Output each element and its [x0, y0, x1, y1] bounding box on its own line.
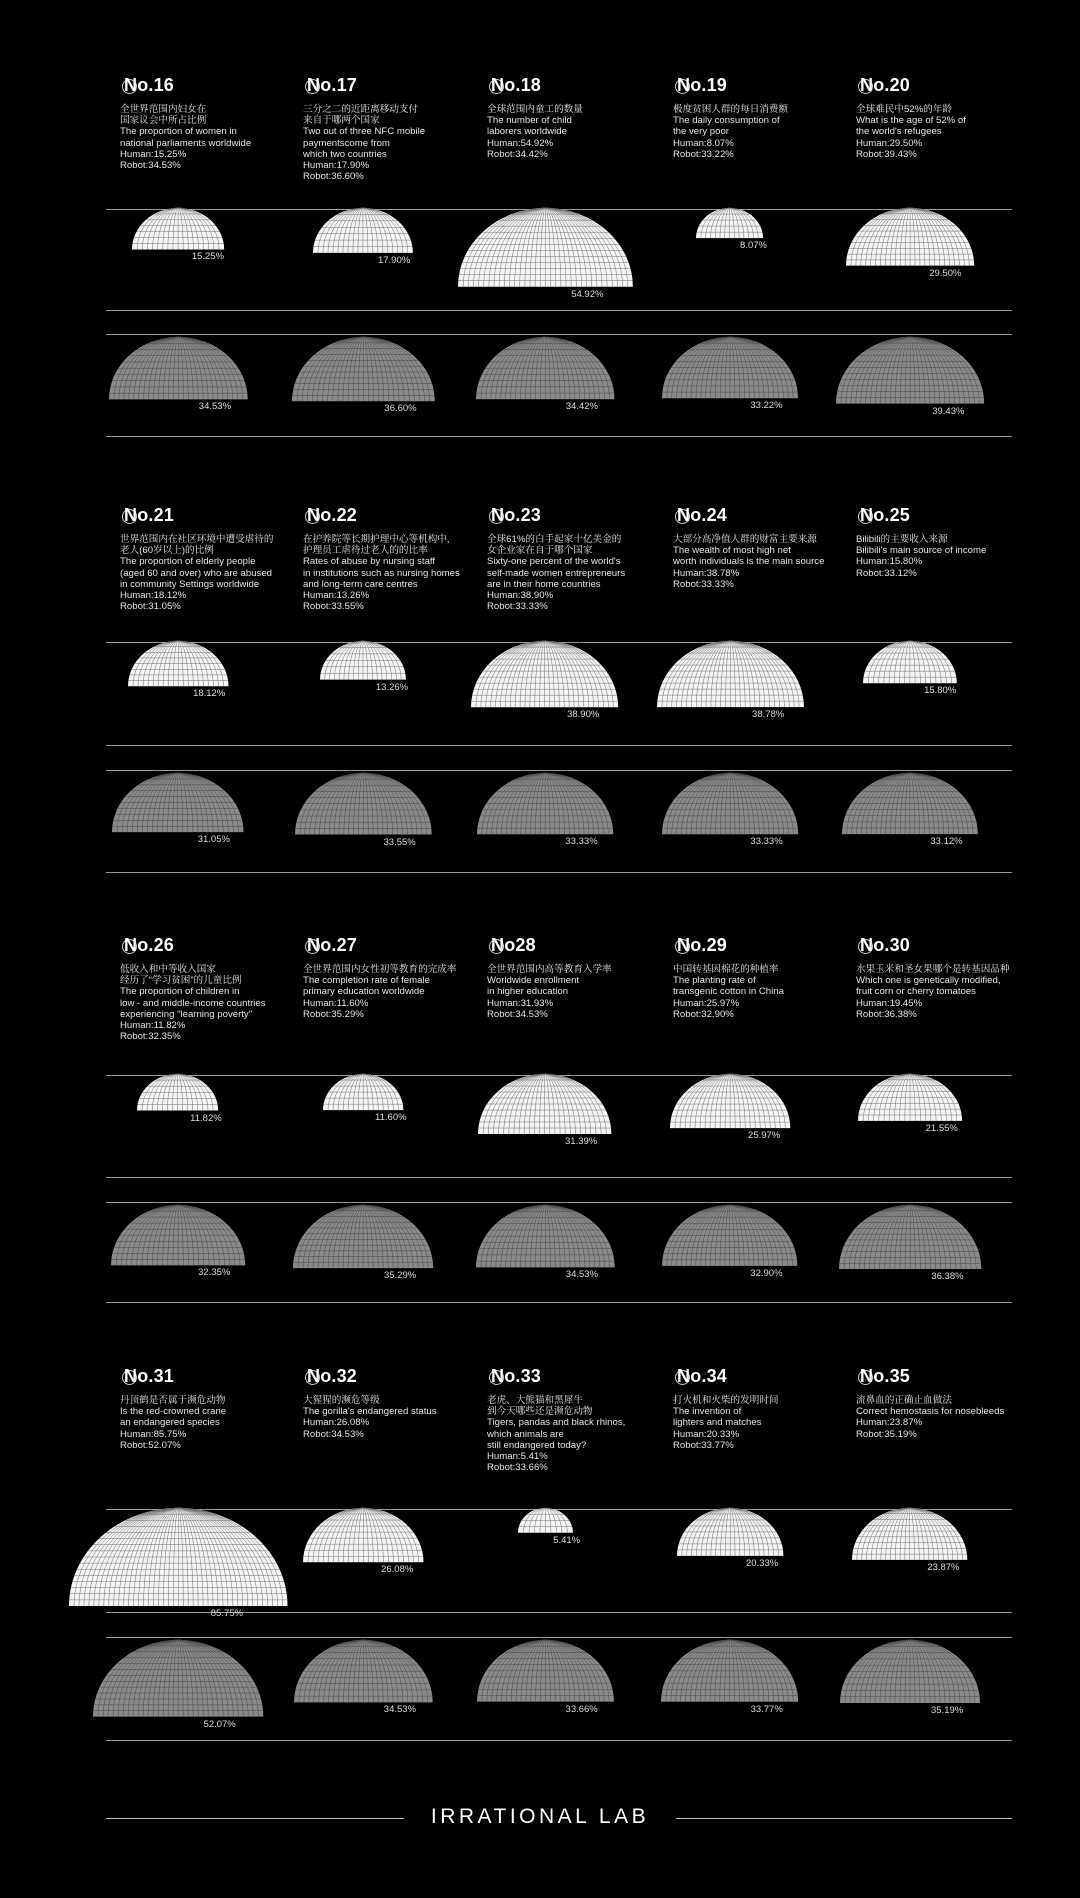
question-number: No.30 — [860, 935, 911, 955]
robot-value-label: 31.05% — [197, 834, 230, 846]
description-line: The proportion of children in — [120, 986, 240, 998]
question-number: No.31 — [124, 1366, 175, 1386]
description-line: Robot:33.12% — [856, 567, 917, 579]
description-line: Robot:34.53% — [120, 160, 181, 172]
description-line: Robot:32.35% — [120, 1031, 181, 1043]
question-number: No.19 — [677, 75, 728, 95]
description-line: Robot:32.90% — [673, 1008, 734, 1020]
human-value-label: 85.75% — [210, 1608, 243, 1619]
question-header — [303, 75, 473, 101]
question-number: No.23 — [491, 505, 542, 525]
description-line: 老人(60岁以上)的比例 — [120, 545, 214, 557]
robot-dome — [660, 336, 800, 401]
question-number: No.26 — [124, 935, 175, 955]
robot-dome — [838, 1639, 982, 1706]
description-line: 经历了“学习贫困”的儿童比例 — [120, 975, 242, 987]
human-value-label: 11.60% — [375, 1112, 407, 1124]
question-description — [673, 534, 843, 590]
description-line: The completion rate of female — [303, 975, 430, 987]
description-line: 三分之二的近距离移动支付 — [303, 104, 419, 115]
question-header — [487, 75, 657, 101]
description-line: Correct hemostasis for nosebleeds — [856, 1406, 1005, 1418]
human-dome — [668, 1073, 792, 1131]
human-dome — [476, 1073, 613, 1137]
human-dome — [67, 1507, 290, 1609]
question-number: No.20 — [860, 75, 911, 95]
description-line: in institutions such as nursing homes — [303, 567, 460, 579]
question-no19 — [673, 75, 843, 160]
description-line: Human:54.92% — [487, 137, 554, 149]
description-line: national parliaments worldwide — [120, 137, 252, 149]
question-header — [303, 1366, 473, 1392]
question-number: No.22 — [307, 505, 358, 525]
description-line: Two out of three NFC mobile — [303, 126, 426, 138]
description-line: and long-term care centres — [303, 578, 418, 590]
human-dome — [861, 640, 959, 686]
description-line: Human:15.80% — [856, 556, 923, 568]
question-header — [120, 935, 290, 961]
description-line: 流鼻血的正确止血做法 — [856, 1395, 952, 1406]
description-line: the very poor — [673, 126, 729, 138]
robot-dome — [837, 1204, 983, 1272]
description-line: transgenic cotton in China — [673, 986, 784, 998]
description-line: Human:5.41% — [487, 1451, 548, 1463]
human-value-label: 5.41% — [553, 1534, 581, 1546]
description-line: experiencing "learning poverty" — [120, 1008, 253, 1020]
description-line: Robot:33.33% — [673, 578, 734, 590]
robot-dome — [290, 336, 437, 404]
human-value-label: 23.87% — [927, 1561, 960, 1573]
description-line: Human:20.33% — [673, 1428, 740, 1440]
question-description — [856, 1395, 1026, 1440]
human-dome — [456, 207, 635, 290]
question-header — [487, 505, 657, 531]
description-line: 国家议会中所占比例 — [120, 115, 207, 127]
human-dome — [655, 640, 806, 710]
description-line: 世界范围内在社区环境中遭受虐待的 — [120, 534, 274, 545]
robot-value-label: 33.55% — [383, 836, 416, 848]
description-line: The gorilla's endangered status — [303, 1406, 437, 1418]
description-line: Human:25.97% — [673, 997, 740, 1009]
row-divider — [106, 1302, 1012, 1303]
human-dome — [694, 207, 765, 241]
description-line: Bilibili's main source of income — [856, 545, 987, 557]
robot-dome — [110, 772, 246, 835]
description-line: Is the red-crowned crane — [120, 1406, 227, 1418]
description-line: paymentscome from — [303, 137, 390, 149]
question-description — [856, 964, 1026, 1020]
question-number: No.35 — [860, 1366, 911, 1386]
robot-value-label: 35.29% — [384, 1270, 417, 1282]
description-line: The invention of — [673, 1406, 742, 1418]
robot-value-label: 34.42% — [565, 401, 598, 413]
robot-value-label: 33.66% — [565, 1703, 598, 1715]
question-no33 — [487, 1366, 657, 1473]
robot-dome — [474, 1204, 617, 1270]
question-number: No.18 — [491, 75, 542, 95]
question-no23 — [487, 505, 657, 612]
description-line: the world's refugees — [856, 126, 942, 138]
footer-brand: IRRATIONAL LAB — [430, 1805, 650, 1828]
description-line: 打火机和火柴的发明时间 — [673, 1395, 779, 1406]
robot-baseline — [106, 1202, 1012, 1203]
description-line: Robot:36.60% — [303, 171, 364, 183]
description-line: Human:23.87% — [856, 1417, 923, 1429]
human-value-label: 20.33% — [745, 1557, 779, 1569]
human-dome — [850, 1507, 969, 1563]
human-dome — [321, 1073, 405, 1113]
human-dome — [318, 640, 408, 683]
question-number: No.24 — [677, 505, 728, 525]
question-no25 — [856, 505, 1026, 579]
description-line: Human:11.82% — [120, 1020, 186, 1032]
human-value-label: 26.08% — [381, 1564, 414, 1576]
description-line: 低收入和中等收入国家 — [120, 964, 216, 975]
question-no20 — [856, 75, 1026, 160]
question-number: No.34 — [677, 1366, 728, 1386]
description-line: 在护养院等长期护理中心等机构中, — [303, 534, 450, 545]
description-line: Human:11.60% — [303, 997, 369, 1009]
robot-dome — [292, 1639, 435, 1705]
question-description — [120, 1395, 290, 1451]
human-value-label: 25.97% — [748, 1130, 781, 1142]
human-value-label: 11.82% — [190, 1112, 222, 1124]
description-line: an endangered species — [120, 1417, 220, 1429]
description-line: Human:38.90% — [487, 590, 554, 602]
robot-value-label: 33.12% — [930, 836, 963, 848]
description-line: 全世界范围内女性初等教育的完成率 — [303, 964, 457, 975]
robot-dome — [475, 1639, 616, 1705]
robot-value-label: 32.35% — [198, 1267, 231, 1279]
description-line: Tigers, pandas and black rhinos, — [487, 1417, 626, 1429]
row-divider — [106, 745, 1012, 746]
question-header — [303, 935, 473, 961]
robot-value-label: 34.53% — [383, 1704, 417, 1716]
human-value-label: 21.55% — [925, 1122, 958, 1134]
description-line: Robot:34.42% — [487, 148, 548, 160]
description-line: 水果玉米和圣女果哪个是转基因品种 — [856, 964, 1010, 975]
human-value-label: 29.50% — [929, 267, 962, 279]
description-line: 极度贫困人群的每日消费额 — [673, 104, 789, 115]
question-no16 — [120, 75, 290, 171]
description-line: 老虎、大熊猫和黑犀牛 — [487, 1395, 583, 1406]
question-description — [303, 534, 473, 612]
description-line: laborers worldwide — [487, 126, 567, 138]
question-number: No.33 — [491, 1366, 542, 1386]
description-line: The proportion of women in — [120, 126, 237, 138]
row-divider — [106, 1740, 1012, 1741]
robot-value-label: 32.90% — [750, 1267, 783, 1279]
question-no17 — [303, 75, 473, 182]
description-line: lighters and matches — [673, 1417, 762, 1429]
question-no18 — [487, 75, 657, 160]
description-line: self-made women entrepreneurs — [487, 567, 626, 579]
description-line: Human:17.90% — [303, 160, 370, 172]
question-description — [303, 104, 473, 182]
question-description — [487, 964, 657, 1020]
robot-dome — [475, 772, 615, 837]
description-line: 大猩猩的濒危等级 — [303, 1395, 380, 1406]
description-line: 大部分高净值人群的财富主要来源 — [673, 534, 817, 545]
description-line: Human:15.25% — [120, 148, 187, 160]
human-value-label: 38.90% — [567, 709, 600, 721]
question-number: No.16 — [124, 75, 175, 95]
robot-value-label: 35.19% — [930, 1704, 964, 1716]
description-line: 女企业家在自于哪个国家 — [487, 545, 593, 557]
description-line: Human:31.93% — [487, 997, 554, 1009]
description-line: 到今天哪些还是濒危动物 — [487, 1406, 593, 1418]
question-header — [673, 75, 843, 101]
robot-dome — [840, 772, 980, 837]
description-line: which two countries — [303, 148, 387, 160]
question-header — [303, 505, 473, 531]
question-description — [303, 964, 473, 1020]
question-no27 — [303, 935, 473, 1020]
row-divider — [106, 872, 1012, 873]
description-line: Robot:39.43% — [856, 148, 917, 160]
description-line: Robot:35.19% — [856, 1428, 917, 1440]
robot-dome — [474, 336, 616, 402]
question-description — [120, 534, 290, 612]
question-no32 — [303, 1366, 473, 1440]
description-line: Robot:52.07% — [120, 1439, 181, 1451]
description-line: Robot:33.22% — [673, 148, 734, 160]
robot-dome — [834, 336, 986, 407]
question-number: No.25 — [860, 505, 911, 525]
description-line: worth individuals is the main source — [673, 556, 825, 568]
row-divider — [106, 1177, 1012, 1178]
human-dome — [135, 1073, 220, 1114]
question-header — [673, 935, 843, 961]
description-line: which animals are — [487, 1428, 564, 1440]
question-description — [303, 1395, 473, 1440]
question-header — [856, 75, 1026, 101]
row-divider — [106, 310, 1012, 311]
question-description — [673, 104, 843, 160]
description-line: Bilibili的主要收入来源 — [856, 534, 948, 545]
question-header — [120, 505, 290, 531]
robot-dome — [291, 1204, 435, 1271]
human-dome — [301, 1507, 426, 1565]
description-line: Which one is genetically modified, — [856, 975, 1001, 987]
question-no22 — [303, 505, 473, 612]
description-line: Robot:31.05% — [120, 601, 181, 613]
description-line: The planting rate of — [673, 975, 756, 987]
description-line: in community Settings worldwide — [120, 578, 260, 590]
description-line: What is the age of 52% of — [856, 115, 966, 127]
question-no31 — [120, 1366, 290, 1451]
robot-value-label: 36.38% — [931, 1271, 964, 1283]
description-line: Human:38.78% — [673, 567, 740, 579]
robot-dome — [660, 1204, 799, 1269]
question-description — [673, 964, 843, 1020]
question-no28 — [487, 935, 657, 1020]
description-line: Robot:33.66% — [487, 1462, 548, 1474]
description-line: Robot:33.77% — [673, 1439, 734, 1451]
description-line: The daily consumption of — [673, 115, 780, 127]
description-line: in higher education — [487, 986, 569, 998]
question-header — [120, 75, 290, 101]
description-line: 来自于哪两个国家 — [303, 115, 380, 127]
footer-line-right — [676, 1818, 1012, 1819]
description-line: Human:19.45% — [856, 997, 923, 1009]
question-number: No.27 — [307, 935, 358, 955]
human-dome — [856, 1073, 964, 1124]
question-description — [487, 104, 657, 160]
question-description — [120, 104, 290, 171]
robot-value-label: 33.33% — [565, 836, 598, 848]
robot-dome — [293, 772, 434, 838]
description-line: Human:13.26% — [303, 590, 370, 602]
robot-value-label: 33.33% — [750, 836, 783, 848]
description-line: Robot:35.29% — [303, 1008, 364, 1020]
question-number: No28 — [491, 935, 536, 955]
question-header — [856, 935, 1026, 961]
description-line: Human:26.08% — [303, 1417, 370, 1429]
description-line: primary education worldwide — [303, 986, 425, 998]
question-header — [856, 505, 1026, 531]
human-value-label: 38.78% — [752, 709, 785, 721]
question-header — [120, 1366, 290, 1392]
question-description — [120, 964, 290, 1042]
description-line: 全世界范围内高等教育入学率 — [487, 964, 612, 975]
human-value-label: 31.39% — [565, 1136, 598, 1147]
human-value-label: 17.90% — [377, 254, 411, 266]
description-line: Robot:33.55% — [303, 601, 364, 613]
robot-value-label: 33.22% — [750, 400, 783, 412]
human-dome — [126, 640, 230, 689]
description-line: Robot:33.33% — [487, 601, 548, 613]
description-line: Rates of abuse by nursing staff — [303, 556, 436, 568]
description-line: The wealth of most high net — [673, 545, 791, 557]
human-dome — [516, 1507, 575, 1536]
description-line: 全世界范围内妇女在 — [120, 104, 207, 115]
description-line: 全球难民中52%的年龄 — [856, 104, 952, 115]
human-dome — [311, 207, 415, 256]
robot-value-label: 34.53% — [198, 401, 232, 413]
question-number: No.32 — [307, 1366, 358, 1386]
question-header — [673, 505, 843, 531]
description-line: Robot:36.38% — [856, 1008, 917, 1020]
question-no29 — [673, 935, 843, 1020]
human-value-label: 13.26% — [375, 681, 409, 693]
description-line: 全球61%的白手起家十亿美金的 — [487, 534, 622, 545]
robot-baseline — [106, 334, 1012, 335]
question-number: No.17 — [307, 75, 358, 95]
question-description — [856, 534, 1026, 579]
robot-dome — [107, 336, 250, 402]
robot-value-label: 39.43% — [932, 405, 965, 417]
description-line: 全球范围内童工的数量 — [487, 104, 583, 115]
question-no30 — [856, 935, 1026, 1020]
description-line: Human:8.07% — [673, 137, 734, 149]
human-value-label: 15.80% — [924, 685, 957, 697]
question-header — [856, 1366, 1026, 1392]
robot-value-label: 36.60% — [384, 403, 417, 415]
question-no24 — [673, 505, 843, 590]
question-no21 — [120, 505, 290, 612]
description-line: Human:85.75% — [120, 1428, 187, 1440]
description-line: Robot:34.53% — [487, 1008, 548, 1020]
human-value-label: 18.12% — [193, 688, 226, 700]
human-dome — [130, 207, 226, 252]
description-line: low - and middle-income countries — [120, 997, 266, 1009]
description-line: The number of child — [487, 115, 572, 127]
question-header — [673, 1366, 843, 1392]
description-line: (aged 60 and over) who are abused — [120, 567, 273, 579]
robot-baseline — [106, 770, 1012, 771]
description-line: 护理员工虐待过老人的的比率 — [303, 545, 428, 557]
robot-value-label: 52.07% — [203, 1718, 236, 1730]
question-no35 — [856, 1366, 1026, 1440]
robot-dome — [109, 1204, 247, 1268]
robot-value-label: 33.77% — [750, 1703, 783, 1715]
description-line: are in their home countries — [487, 578, 601, 590]
description-line: The proportion of elderly people — [120, 556, 256, 568]
description-line: Robot:34.53% — [303, 1428, 364, 1440]
human-dome — [844, 207, 976, 269]
question-number: No.29 — [677, 935, 728, 955]
description-line: Human:18.12% — [120, 590, 187, 602]
human-value-label: 15.25% — [191, 251, 225, 263]
robot-dome — [91, 1639, 265, 1720]
description-line: Sixty-one percent of the world's — [487, 556, 621, 568]
description-line: still endangered today? — [487, 1439, 587, 1451]
question-description — [856, 104, 1026, 160]
robot-dome — [659, 1639, 800, 1705]
question-header — [487, 1366, 657, 1392]
human-value-label: 54.92% — [571, 288, 604, 300]
question-no34 — [673, 1366, 843, 1451]
question-header — [487, 935, 657, 961]
robot-dome — [660, 772, 800, 837]
description-line: Worldwide enrollment — [487, 975, 580, 987]
description-line: 丹顶鹤是否属于濒危动物 — [120, 1395, 226, 1406]
description-line: 中国转基因棉花的种植率 — [673, 964, 779, 975]
question-description — [487, 1395, 657, 1473]
question-description — [673, 1395, 843, 1451]
human-value-label: 8.07% — [740, 240, 767, 252]
robot-value-label: 34.53% — [565, 1269, 599, 1281]
question-description — [487, 534, 657, 612]
question-no26 — [120, 935, 290, 1042]
row-divider — [106, 436, 1012, 437]
question-number: No.21 — [124, 505, 175, 525]
human-dome — [469, 640, 620, 710]
robot-baseline — [106, 1637, 1012, 1638]
description-line: fruit corn or cherry tomatoes — [856, 986, 976, 998]
description-line: Human:29.50% — [856, 137, 923, 149]
human-dome — [675, 1507, 785, 1559]
